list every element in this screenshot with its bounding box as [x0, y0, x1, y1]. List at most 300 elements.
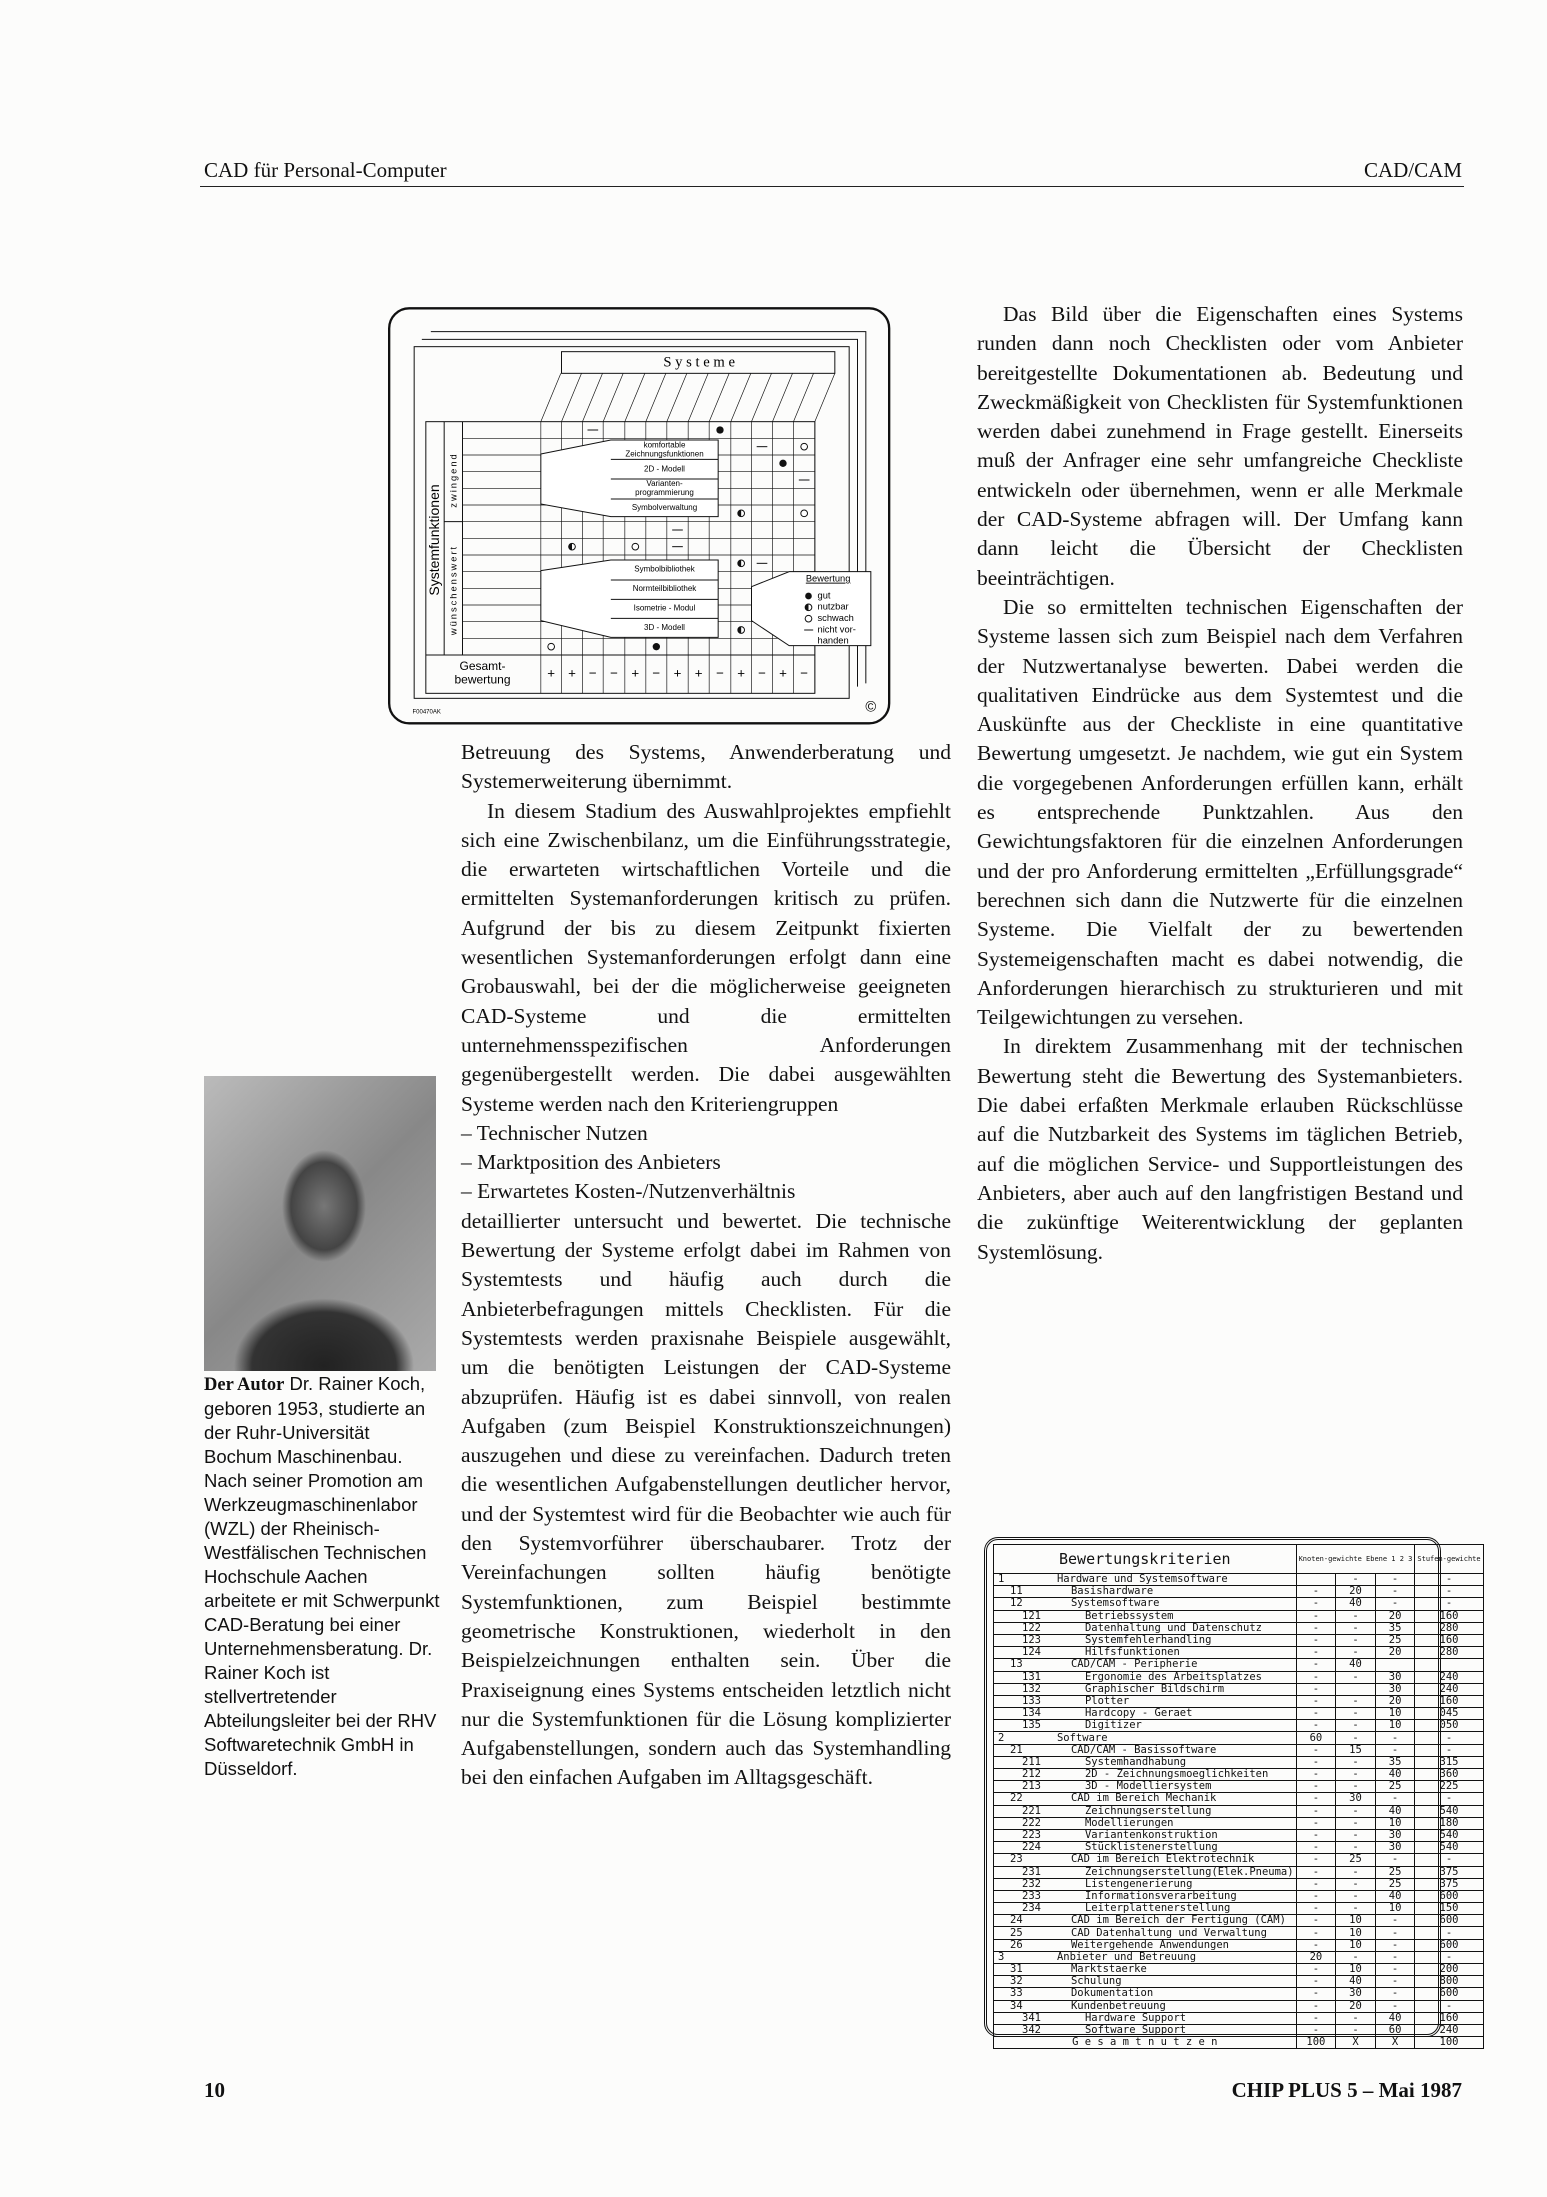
- node-weight-1: -: [1296, 1805, 1336, 1817]
- node-weight-3: -: [1375, 1574, 1415, 1586]
- node-weight-2: -: [1336, 1829, 1376, 1841]
- node-weight-1: -: [1296, 1659, 1336, 1671]
- node-weight-2: -: [1336, 2012, 1376, 2024]
- node-weight-3: -: [1375, 1598, 1415, 1610]
- criterion-number: 233: [994, 1890, 1043, 1902]
- node-weight-1: -: [1296, 1964, 1336, 1976]
- level-weight: 160: [1415, 1695, 1483, 1707]
- node-weight-2: -: [1336, 1647, 1376, 1659]
- node-weight-2: -: [1336, 1903, 1376, 1915]
- criterion-name: 2D - Zeichnungsmoeglichkeiten: [1043, 1769, 1296, 1781]
- rating-mark-usable: [738, 627, 745, 634]
- node-weight-3: 25: [1375, 1634, 1415, 1646]
- node-weight-3: [1375, 1659, 1415, 1671]
- table-row: [994, 1586, 1484, 1598]
- criterion-name: Leiterplattenerstellung: [1043, 1903, 1296, 1915]
- criterion-name: Plotter: [1043, 1695, 1296, 1707]
- criteria-table: [993, 1544, 1484, 2049]
- total-rating: −: [800, 665, 809, 681]
- criterion-number: 24: [994, 1915, 1043, 1927]
- legend-none: nicht vor-: [817, 624, 856, 635]
- total-label: G e s a m t n u t z e n: [994, 2037, 1297, 2049]
- node-weight-3: -: [1375, 1732, 1415, 1744]
- node-weight-2: -: [1336, 1890, 1376, 1902]
- rating-mark-usable: [569, 543, 576, 550]
- level-weight: 280: [1415, 1622, 1483, 1634]
- criterion-number: 26: [994, 1939, 1043, 1951]
- table-row: [994, 1574, 1484, 1586]
- node-weight-1: -: [1296, 1708, 1336, 1720]
- table-row: [994, 1659, 1484, 1671]
- level-weights-header: Stufen-gewichte: [1415, 1545, 1483, 1574]
- node-weight-3: 10: [1375, 1708, 1415, 1720]
- function-label: 3D - Modell: [644, 623, 685, 632]
- level-weight: -: [1415, 1793, 1483, 1805]
- rating-mark-weak: [632, 543, 639, 550]
- criterion-name: CAD im Bereich Elektrotechnik: [1043, 1854, 1296, 1866]
- table-row: [994, 1903, 1484, 1915]
- criterion-number: 34: [994, 2000, 1043, 2012]
- criterion-number: 122: [994, 1622, 1043, 1634]
- node-weight-2: 20: [1336, 2000, 1376, 2012]
- node-weight-2: -: [1336, 1720, 1376, 1732]
- level-weight: -: [1415, 1951, 1483, 1963]
- criterion-name: CAD/CAM - Peripherie: [1043, 1659, 1296, 1671]
- level-weight: -: [1415, 1744, 1483, 1756]
- criterion-name: Zeichnungserstellung: [1043, 1805, 1296, 1817]
- node-weight-3: 35: [1375, 1756, 1415, 1768]
- node-weight-2: -: [1336, 1866, 1376, 1878]
- node-weight-2: 10: [1336, 1915, 1376, 1927]
- criterion-name: Modellierungen: [1043, 1817, 1296, 1829]
- node-weight-1: -: [1296, 2012, 1336, 2024]
- node-weight-3: -: [1375, 1793, 1415, 1805]
- criterion-number: 213: [994, 1781, 1043, 1793]
- node-weight-1: -: [1296, 1976, 1336, 1988]
- node-weight-1: -: [1296, 1842, 1336, 1854]
- table-row: [994, 1829, 1484, 1841]
- criterion-name: Graphischer Bildschirm: [1043, 1683, 1296, 1695]
- table-row: [994, 1732, 1484, 1744]
- node-weight-2: -: [1336, 1574, 1376, 1586]
- criterion-number: 131: [994, 1671, 1043, 1683]
- table-row: [994, 1878, 1484, 1890]
- criterion-number: 1: [994, 1574, 1043, 1586]
- node-weight-2: -: [1336, 1708, 1376, 1720]
- criterion-name: Dokumentation: [1043, 1988, 1296, 2000]
- criterion-number: 21: [994, 1744, 1043, 1756]
- level-weight: 315: [1415, 1756, 1483, 1768]
- level-weight: 280: [1415, 1647, 1483, 1659]
- table-row: [994, 1793, 1484, 1805]
- system-header-slant: [688, 373, 708, 421]
- level-weight: 240: [1415, 1683, 1483, 1695]
- node-weight-1: -: [1296, 1586, 1336, 1598]
- criterion-number: 223: [994, 1829, 1043, 1841]
- criterion-name: 3D - Modelliersystem: [1043, 1781, 1296, 1793]
- total-value: X: [1336, 2037, 1376, 2049]
- node-weight-3: 10: [1375, 1817, 1415, 1829]
- criterion-name: Betriebssystem: [1043, 1610, 1296, 1622]
- system-evaluation-diagram: [320, 300, 960, 730]
- node-weight-3: -: [1375, 1988, 1415, 2000]
- system-header-slant: [562, 373, 582, 421]
- criterion-number: 124: [994, 1647, 1043, 1659]
- level-weight: 045: [1415, 1708, 1483, 1720]
- level-weight: 600: [1415, 1890, 1483, 1902]
- level-weight: 600: [1415, 1988, 1483, 2000]
- rating-mark-weak: [801, 510, 808, 517]
- node-weight-2: -: [1336, 1671, 1376, 1683]
- total-rating: +: [631, 665, 640, 681]
- node-weight-2: 30: [1336, 1988, 1376, 2000]
- table-row: [994, 1622, 1484, 1634]
- table-row: [994, 1866, 1484, 1878]
- legend-title: Bewertung: [805, 573, 851, 584]
- copyright-mark: ©: [865, 699, 877, 716]
- node-weight-1: -: [1296, 1915, 1336, 1927]
- legend-usable: nutzbar: [817, 601, 849, 612]
- level-weight: 160: [1415, 1610, 1483, 1622]
- node-weight-1: -: [1296, 2024, 1336, 2036]
- node-weight-1: -: [1296, 1671, 1336, 1683]
- table-row: [994, 1683, 1484, 1695]
- node-weight-1: -: [1296, 1683, 1336, 1695]
- middle-column: [461, 738, 951, 1793]
- node-weight-1: -: [1296, 1817, 1336, 1829]
- level-weight: -: [1415, 1586, 1483, 1598]
- rating-mark-weak: [548, 643, 555, 650]
- node-weight-3: -: [1375, 1951, 1415, 1963]
- table-row: [994, 1720, 1484, 1732]
- system-header-slant: [709, 373, 729, 421]
- level-weight: [1415, 1659, 1483, 1671]
- figure-code: F00470AK: [412, 709, 441, 716]
- level-weight: 800: [1415, 1976, 1483, 1988]
- node-weight-3: 20: [1375, 1695, 1415, 1707]
- rating-mark-good: [779, 460, 786, 467]
- node-weight-3: 60: [1375, 2024, 1415, 2036]
- criterion-number: 132: [994, 1683, 1043, 1695]
- page-number: 10: [204, 2078, 225, 2102]
- criterion-number: 222: [994, 1817, 1043, 1829]
- author-caption: [204, 1372, 440, 1781]
- total-value: X: [1375, 2037, 1415, 2049]
- total-value: 100: [1415, 2037, 1483, 2049]
- table-row: [994, 1708, 1484, 1720]
- table-row: [994, 1890, 1484, 1902]
- system-header-slant: [541, 373, 561, 421]
- level-weight: 600: [1415, 1939, 1483, 1951]
- rating-mark-good: [653, 643, 660, 650]
- system-header-slant: [603, 373, 623, 421]
- table-total-row: [994, 2037, 1484, 2049]
- node-weight-1: -: [1296, 1829, 1336, 1841]
- node-weight-2: 20: [1336, 1586, 1376, 1598]
- criterion-number: 31: [994, 1964, 1043, 1976]
- node-weight-2: 30: [1336, 1793, 1376, 1805]
- criterion-name: CAD im Bereich Mechanik: [1043, 1793, 1296, 1805]
- level-weight: -: [1415, 1927, 1483, 1939]
- node-weight-1: -: [1296, 1634, 1336, 1646]
- criterion-name: Weitergehende Anwendungen: [1043, 1939, 1296, 1951]
- node-weight-2: 10: [1336, 1964, 1376, 1976]
- list-item: – Technischer Nutzen: [461, 1120, 648, 1145]
- node-weight-2: -: [1336, 1951, 1376, 1963]
- header-rule: [200, 186, 1464, 187]
- node-weight-1: -: [1296, 1793, 1336, 1805]
- criterion-number: 32: [994, 1976, 1043, 1988]
- node-weight-2: -: [1336, 1805, 1376, 1817]
- total-value: 100: [1296, 2037, 1336, 2049]
- node-weight-2: -: [1336, 1695, 1376, 1707]
- node-weight-2: 40: [1336, 1659, 1376, 1671]
- node-weight-3: -: [1375, 2000, 1415, 2012]
- table-title: Bewertungskriterien: [994, 1545, 1297, 1574]
- node-weight-2: [1336, 1683, 1376, 1695]
- criterion-number: 224: [994, 1842, 1043, 1854]
- system-header-slant: [752, 373, 772, 421]
- table-row: [994, 1927, 1484, 1939]
- node-weight-3: 40: [1375, 1890, 1415, 1902]
- node-weight-1: -: [1296, 1927, 1336, 1939]
- node-weight-3: -: [1375, 1915, 1415, 1927]
- function-label: Isometrie - Modul: [633, 603, 696, 613]
- node-weight-2: -: [1336, 1842, 1376, 1854]
- system-header-slant: [625, 373, 645, 421]
- criterion-name: Zeichnungserstellung(Elek.Pneuma): [1043, 1866, 1296, 1878]
- node-weight-2: -: [1336, 1878, 1376, 1890]
- criterion-number: 13: [994, 1659, 1043, 1671]
- criterion-name: Hilfsfunktionen: [1043, 1647, 1296, 1659]
- system-header-slant: [794, 373, 814, 421]
- paragraph: Das Bild über die Eigenschaften eines Systems runden dann noch Checklisten oder vom Anbieter bereitgestellte Dokumentationen ab. Bedeutung und Zweckmäßigkeit von Checklisten für Systemfunktionen werden dabei zunehmend in Frage gestellt. Einerseits muß der Anfrager eine sehr umfangreiche Checkliste entwickeln oder übernehmen, wenn er alle Merkmale der CAD-Systeme abfragen will. Der Umfang kann dann leicht die Übersicht der Checklisten beeinträchtigen.: [977, 302, 1463, 590]
- level-weight: -: [1415, 1574, 1483, 1586]
- node-weight-1: -: [1296, 1903, 1336, 1915]
- table-row: [994, 1939, 1484, 1951]
- criterion-name: Hardware und Systemsoftware: [1043, 1574, 1296, 1586]
- criterion-number: 134: [994, 1708, 1043, 1720]
- caption-lead: Der Autor: [204, 1375, 285, 1395]
- node-weight-1: [1296, 1574, 1336, 1586]
- legend-weak: schwach: [817, 613, 854, 623]
- criterion-number: 23: [994, 1854, 1043, 1866]
- level-weight: 540: [1415, 1829, 1483, 1841]
- table-row: [994, 2000, 1484, 2012]
- system-header-slant: [773, 373, 793, 421]
- node-weight-1: -: [1296, 1622, 1336, 1634]
- table-row: [994, 1695, 1484, 1707]
- criterion-name: Kundenbetreuung: [1043, 2000, 1296, 2012]
- system-header-slant: [646, 373, 666, 421]
- criterion-name: Informationsverarbeitung: [1043, 1890, 1296, 1902]
- criterion-name: Anbieter und Betreuung: [1043, 1951, 1296, 1963]
- table-row: [994, 1781, 1484, 1793]
- paragraph: detaillierter untersucht und bewertet. Die technische Bewertung der Systeme erfolgt dabei im Rahmen von Systemtests und häufig auch durch die Anbieterbefragungen mittels Checklisten. Für die Systemtests werden praxisnahe Beispiele ausgewählt, um die benötigten Leistungen der CAD-Systeme abzuprüfen. Häufig ist es dabei sinnvoll, von realen Aufgaben (zum Beispiel Konstruktionszeichnungen) auszugehen und diese zu vereinfachen. Dadurch treten die wesentlichen Aufgabenstellungen deutlicher hervor, und der Systemtest wird für die Beobachter wie auch für den Systemvorführer überschaubarer. Trotz der Vereinfachungen sollten häufig benötigte Systemfunktionen, zum Beispiel bestimmte geometrische Konstruktionen, wiederholt in den Beispielzeichnungen enthalten sein. Über die Praxiseignung eines Systems entscheiden letztlich nicht nur die Systemfunktionen für die Lösung komplizierter Aufgabenstellungen, sondern auch das Systemhandling bei den einfachen Aufgaben im Alltagsgeschäft.: [461, 1208, 951, 1790]
- node-weight-2: 40: [1336, 1976, 1376, 1988]
- node-weight-2: 25: [1336, 1854, 1376, 1866]
- node-weight-1: -: [1296, 1756, 1336, 1768]
- level-weight: -: [1415, 1598, 1483, 1610]
- node-weight-1: -: [1296, 1610, 1336, 1622]
- criterion-number: 11: [994, 1586, 1043, 1598]
- node-weight-3: 30: [1375, 1829, 1415, 1841]
- function-label: 2D - Modell: [644, 464, 685, 474]
- criterion-name: Software Support: [1043, 2024, 1296, 2036]
- criterion-name: Stücklistenerstellung: [1043, 1842, 1296, 1854]
- criterion-number: 22: [994, 1793, 1043, 1805]
- node-weight-3: -: [1375, 1854, 1415, 1866]
- system-header-slant: [731, 373, 751, 421]
- rating-mark-good: [716, 426, 723, 433]
- node-weight-1: -: [1296, 1598, 1336, 1610]
- criterion-number: 234: [994, 1903, 1043, 1915]
- node-weight-1: -: [1296, 1781, 1336, 1793]
- table-row: [994, 1842, 1484, 1854]
- criterion-number: 342: [994, 2024, 1043, 2036]
- legend-good: gut: [817, 590, 831, 601]
- level-weight: 150: [1415, 1903, 1483, 1915]
- caption-text: Dr. Rainer Koch, geboren 1953, studierte an der Ruhr-Universität Bochum Maschinenbau. Nach seiner Promotion am Werkzeugmaschinenlabor (WZL) der Rheinisch-Westfälischen Technischen Hochschule Aachen arbeitete er mit Schwerpunkt CAD-Beratung bei einer Unternehmensberatung. Dr. Rainer Koch ist stellvertretender Abteilungsleiter bei der RHV Softwaretechnik GmbH in Düsseldorf.: [204, 1373, 440, 1779]
- criterion-name: Datenhaltung und Datenschutz: [1043, 1622, 1296, 1634]
- criterion-name: Digitizer: [1043, 1720, 1296, 1732]
- criterion-name: CAD Datenhaltung und Verwaltung: [1043, 1927, 1296, 1939]
- system-header-slant: [815, 373, 835, 421]
- node-weight-3: 40: [1375, 1805, 1415, 1817]
- node-weight-3: -: [1375, 1927, 1415, 1939]
- total-rating: −: [758, 665, 766, 681]
- issue-info: CHIP PLUS 5 – Mai 1987: [1231, 2078, 1462, 2102]
- criterion-name: CAD/CAM - Basissoftware: [1043, 1744, 1296, 1756]
- node-weight-3: 30: [1375, 1842, 1415, 1854]
- table-row: [994, 1951, 1484, 1963]
- total-label: Gesamt-: [459, 659, 506, 673]
- level-weight: 160: [1415, 2012, 1483, 2024]
- paragraph: In diesem Stadium des Auswahlprojektes empfiehlt sich eine Zwischenbilanz, um die Einführungsstrategie, die erwarteten wirtschaftlichen Vorteile und die ermittelten Systemanforderungen kritisch zu prüfen. Aufgrund der bis zu diesem Zeitpunkt fixierten wesentlichen Systemanforderungen erfolgt dann eine Grobauswahl, bei der die möglicherweise geeigneten CAD-Systeme und die ermittelten unternehmensspezifischen Anforderungen gegenübergestellt werden. Die dabei ausgewählten Systeme werden nach den Kriteriengruppen: [461, 798, 951, 1116]
- table-row: [994, 2024, 1484, 2036]
- node-weight-2: -: [1336, 1732, 1376, 1744]
- table-row: [994, 1915, 1484, 1927]
- paragraph: Die so ermittelten technischen Eigenschaften der Systeme lassen sich zum Beispiel nach dem Verfahren der Nutzwertanalyse bewerten. Dabei werden die qualitativen Eindrücke aus dem Systemtest und die Auskünfte aus der Checkliste in eine quantitative Bewertung umgesetzt. Je nachdem, wie gut ein System die vorgegebenen Anforderungen erfüllen kann, erhält es entsprechende Punktzahlen. Aus den Gewichtungsfaktoren für die einzelnen Anforderungen und der pro Anforderung ermittelten „Erfüllungsgrade“ berechnen sich dann die Nutzwerte für die einzelnen Systeme. Die Vielfalt der zu bewertenden Systemeigenschaften macht es dabei notwendig, die Anforderungen hierarchisch zu strukturieren und mit Teilgewichtungen zu versehen.: [977, 594, 1463, 1030]
- total-rating: +: [694, 665, 703, 681]
- node-weight-1: 60: [1296, 1732, 1336, 1744]
- node-weight-1: -: [1296, 2000, 1336, 2012]
- paragraph: Betreuung des Systems, Anwenderberatung und Systemerweiterung übernimmt.: [461, 740, 951, 794]
- system-header-slant: [583, 373, 603, 421]
- function-label: Zeichnungsfunktionen: [625, 449, 704, 459]
- node-weight-3: -: [1375, 1586, 1415, 1598]
- criterion-number: 341: [994, 2012, 1043, 2024]
- level-weight: 200: [1415, 1964, 1483, 1976]
- table-row: [994, 1598, 1484, 1610]
- node-weight-3: 10: [1375, 1720, 1415, 1732]
- node-weight-2: -: [1336, 1781, 1376, 1793]
- list-item: – Erwartetes Kosten-/Nutzenverhältnis: [461, 1179, 796, 1204]
- level-weight: 375: [1415, 1878, 1483, 1890]
- criterion-name: Variantenkonstruktion: [1043, 1829, 1296, 1841]
- total-rating: −: [716, 665, 724, 681]
- level-weight: 540: [1415, 1842, 1483, 1854]
- list-item: – Marktposition des Anbieters: [461, 1150, 721, 1175]
- node-weight-3: 30: [1375, 1683, 1415, 1695]
- criterion-name: Schulung: [1043, 1976, 1296, 1988]
- criterion-number: 2: [994, 1732, 1043, 1744]
- node-weight-3: 35: [1375, 1622, 1415, 1634]
- node-weight-3: 20: [1375, 1610, 1415, 1622]
- table-row: [994, 1634, 1484, 1646]
- total-rating: −: [588, 665, 597, 681]
- node-weight-2: 10: [1336, 1939, 1376, 1951]
- node-weight-3: 30: [1375, 1671, 1415, 1683]
- total-rating: −: [610, 665, 618, 681]
- node-weight-1: -: [1296, 1720, 1336, 1732]
- criterion-number: 121: [994, 1610, 1043, 1622]
- node-weight-1: -: [1296, 1939, 1336, 1951]
- criterion-number: 221: [994, 1805, 1043, 1817]
- criterion-name: Systemhandhabung: [1043, 1756, 1296, 1768]
- node-weight-1: 20: [1296, 1951, 1336, 1963]
- criterion-number: 232: [994, 1878, 1043, 1890]
- total-rating: +: [568, 665, 576, 681]
- function-label: Varianten-: [646, 479, 683, 488]
- node-weight-3: 40: [1375, 1769, 1415, 1781]
- criterion-name: Hardcopy - Geraet: [1043, 1708, 1296, 1720]
- total-rating: +: [547, 665, 556, 681]
- node-weight-2: -: [1336, 2024, 1376, 2036]
- criterion-name: Basishardware: [1043, 1586, 1296, 1598]
- table-row: [994, 1805, 1484, 1817]
- node-weight-3: 25: [1375, 1866, 1415, 1878]
- function-label: Symbolbibliothek: [634, 564, 695, 574]
- systems-title: S y s t e m e: [663, 354, 735, 371]
- node-weight-2: 10: [1336, 1927, 1376, 1939]
- level-weight: -: [1415, 2000, 1483, 2012]
- level-weight: 160: [1415, 1634, 1483, 1646]
- node-weight-2: -: [1336, 1634, 1376, 1646]
- node-weight-3: -: [1375, 1964, 1415, 1976]
- node-weight-1: -: [1296, 1744, 1336, 1756]
- table-row: [994, 1964, 1484, 1976]
- level-weight: 600: [1415, 1915, 1483, 1927]
- total-rating: +: [737, 665, 746, 681]
- table-row: [994, 1854, 1484, 1866]
- level-weight: 360: [1415, 1769, 1483, 1781]
- table-row: [994, 1744, 1484, 1756]
- running-head-title: CAD für Personal-Computer: [204, 158, 447, 182]
- table-row: [994, 1988, 1484, 2000]
- total-rating: +: [673, 665, 682, 681]
- node-weight-2: 40: [1336, 1598, 1376, 1610]
- node-weight-2: -: [1336, 1756, 1376, 1768]
- node-weight-1: -: [1296, 1854, 1336, 1866]
- node-weight-1: -: [1296, 1769, 1336, 1781]
- level-weight: 375: [1415, 1866, 1483, 1878]
- table-row: [994, 1647, 1484, 1659]
- criterion-number: 3: [994, 1951, 1043, 1963]
- level-weight: 540: [1415, 1805, 1483, 1817]
- table-row: [994, 1817, 1484, 1829]
- criterion-name: Ergonomie des Arbeitsplatzes: [1043, 1671, 1296, 1683]
- criterion-number: 133: [994, 1695, 1043, 1707]
- node-weight-3: 40: [1375, 2012, 1415, 2024]
- node-weight-1: -: [1296, 1866, 1336, 1878]
- function-label: programmierung: [635, 488, 694, 497]
- node-weight-3: 25: [1375, 1878, 1415, 1890]
- level-weight: 240: [1415, 1671, 1483, 1683]
- node-weight-1: -: [1296, 1878, 1336, 1890]
- function-label: komfortable: [643, 440, 686, 450]
- node-weight-1: -: [1296, 1890, 1336, 1902]
